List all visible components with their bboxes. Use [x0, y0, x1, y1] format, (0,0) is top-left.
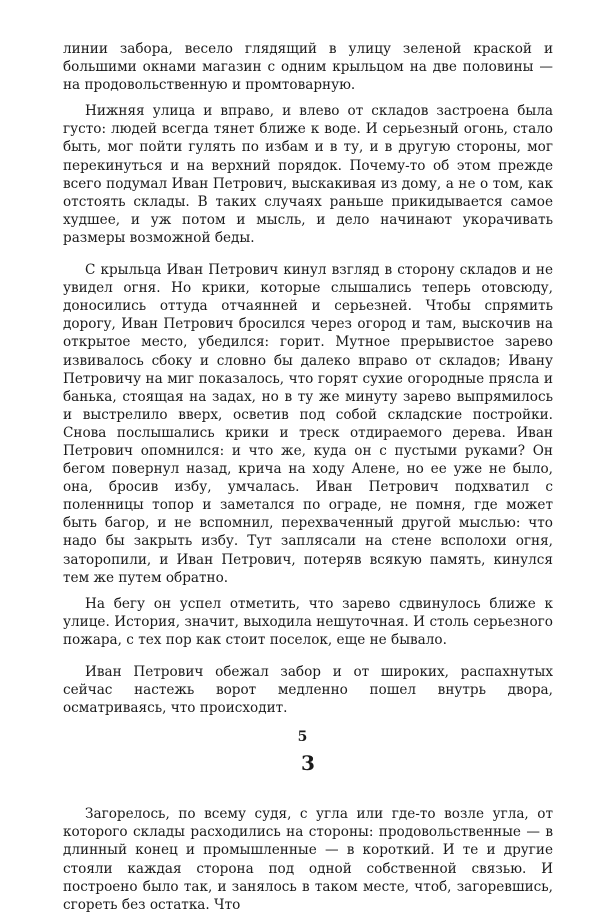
- page-number: 5: [297, 729, 308, 745]
- paragraph-1: линии забора, весело глядящий в улицу зеленой краской и большими окнами магазин с одним крыльцом на две половины — на продовольственную и промтоварную.: [63, 41, 553, 94]
- chapter-number: 3: [301, 751, 315, 776]
- paragraph-2: Нижняя улица и вправо, и влево от складов застроена была густо: людей всегда тянет ближе к воде. И серьезный огонь, стало быть, мог пойти гулять по избам и в ту, и в другую стороны, мог перекинуться и на верхний порядок. Почему-то об этом прежде всего подумал Иван Петрович, выскакивая из дому, а не о том, как отстоять склады. В таких случаях раньше прикидывается самое худшее, и уж потом и мысль, и дело начинают укорачивать размеры возможной беды.: [63, 103, 553, 246]
- page-body: [63, 40, 553, 914]
- paragraph-4: На бегу он успел отметить, что зарево сдвинулось ближе к улице. История, значит, выходила нешуточная. И столь серьезного пожара, с тех пор как стоит поселок, еще не бывало.: [63, 595, 553, 648]
- paragraph-6: Загорелось, по всему судя, с угла или где-то возле угла, от которого склады расходились на стороны: продовольственные — в длинный конец и промышленные — в короткий. И те и другие стояли каждая сторона под одной собственной связью. И построено было так, и занялось в таком месте, чтоб, загоревшись, сгореть без остатка. Что: [63, 806, 553, 913]
- paragraph-5: Иван Петрович обежал забор и от широких, распахнутых сейчас настежь ворот медленно пошел внутрь двора, осматриваясь, что происходит.: [63, 664, 553, 717]
- paragraph-3: С крыльца Иван Петрович кинул взгляд в сторону складов и не увидел огня. Но крики, которые слышались теперь отовсюду, доносились оттуда отчаянней и серьезней. Чтобы спрямить дорогу, Иван Петрович бросился через огород и там, выскочив на открытое место, убедился: горит. Мутное прерывистое зарево извивалось сбоку и словно бы далеко вправо от складов; Ивану Петровичу на миг показалось, что горят сухие огородные прясла и банька, стоящая на задах, но в ту же минуту зарево выпрямилось и выстрелило вверх, осветив под собой складские постройки. Снова послышались крики и треск отдираемого дерева. Иван Петрович опомнился: и что же, куда он с пустыми руками? Он бегом повернул назад, крича на ходу Алене, но ее уже не было, она, бросив избу, умчалась. Иван Петрович подхватил с поленницы топор и заметался по ограде, не помня, где может быть багор, и не вспомнил, перехваченный другой мыслью: что надо бы закрыть избу. Тут заплясали на стене всполохи огня, заторопили, и Иван Петрович, потеряв всякую память, кинулся тем же путем обратно.: [63, 262, 553, 586]
